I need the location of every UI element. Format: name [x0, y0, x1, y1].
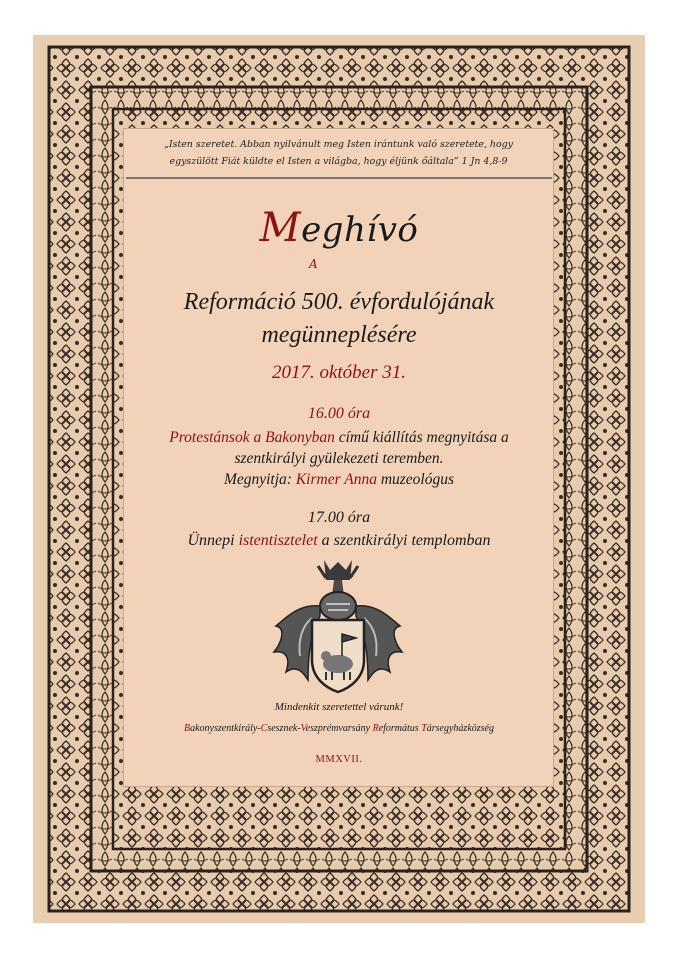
bible-quote	[128, 136, 549, 170]
event2-post: a szentkirályi templomban	[317, 532, 491, 549]
coat-of-arms-icon	[268, 556, 408, 696]
title-first-letter: M	[259, 205, 302, 251]
event2-highlight: istentisztelet	[238, 532, 318, 549]
quote-line-1: „Isten szeretet. Abban nyilvánult meg Isten irántunk való szeretete, hogy	[164, 139, 513, 150]
org-cap-4: R	[372, 723, 379, 734]
article-a: A	[309, 257, 318, 271]
heading-line-1: Reformáció 500. évfordulójának	[183, 289, 495, 315]
welcome-message: Mindenkit szeretettel várunk!	[274, 701, 404, 713]
opener-role: muzeológus	[376, 471, 455, 488]
opener-name: Kirmer Anna	[295, 471, 377, 488]
title-rest: eghívó	[301, 210, 419, 250]
org-rest-5: ársegyházközség	[426, 723, 494, 734]
org-rest-2: sesznek-	[267, 723, 301, 734]
event1-time: 16.00 óra	[307, 405, 371, 422]
page-title	[0, 205, 678, 251]
event1-description	[0, 427, 678, 490]
org-rest-4: eformátus	[378, 723, 422, 734]
exhibit-line-2: szentkirályi gyülekezeti teremben.	[234, 450, 444, 467]
org-rest-1: akonyszentkirály-	[190, 723, 261, 734]
org-rest-3: eszprémvarsány	[305, 723, 373, 734]
organizer	[0, 723, 678, 734]
event2-pre: Ünnepi	[187, 532, 239, 549]
exhibit-title: Protestánsok a Bakonyban	[169, 429, 335, 446]
quote-divider	[126, 177, 552, 179]
year-roman: MMXVII.	[315, 754, 363, 765]
opener-label: Megnyitja:	[223, 471, 296, 488]
quote-line-2: egyszülött Fiát küldte el Isten a világba, hogy éljünk őáltala” 1 Jn 4,8-9	[169, 156, 508, 167]
org-cap-2: C	[260, 723, 268, 734]
heading-line-2: megünneplésére	[261, 322, 417, 348]
occasion-heading	[0, 286, 678, 352]
org-cap-1: B	[184, 723, 191, 734]
org-cap-3: V	[300, 723, 306, 734]
event2-time: 17.00 óra	[307, 509, 371, 526]
org-cap-5: T	[421, 723, 427, 734]
event2-description	[0, 532, 678, 550]
exhibit-line1-rest: című kiállítás megnyitása a	[334, 429, 509, 446]
event-date: 2017. október 31.	[271, 362, 407, 383]
